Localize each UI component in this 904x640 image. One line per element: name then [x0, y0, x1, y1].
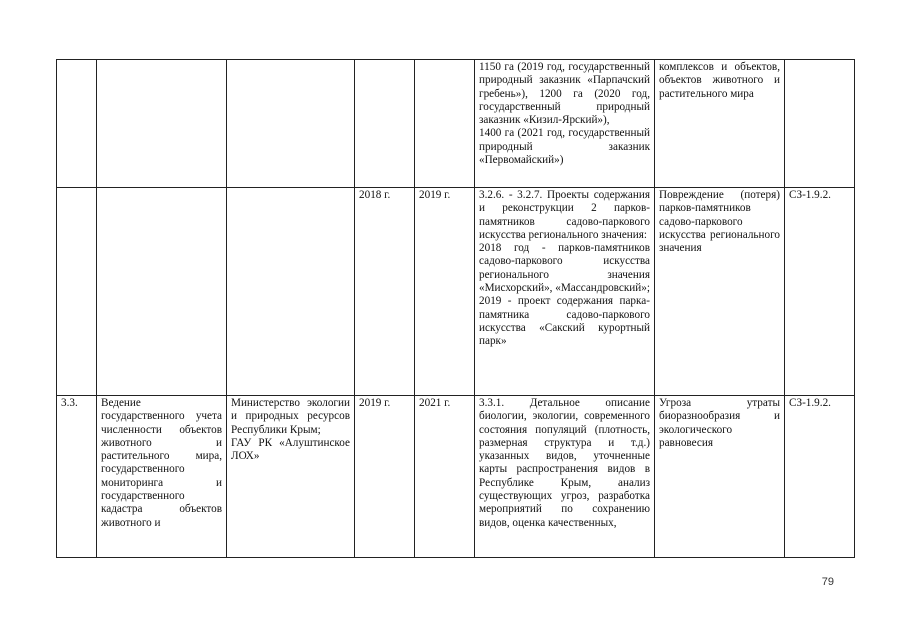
- cell-activity: [97, 188, 227, 396]
- cell-responsible: Министерство экологии и природных ресурсов Республики Крым; ГАУ РК «Алуштинское ЛОХ»: [227, 396, 355, 558]
- table-row: [57, 396, 855, 558]
- cell-result: 3.3.1. Детальное описание биологии, экологии, современного состояния популяций (плотность, размерная структура и т.д.) указанных видов, уточненные карты распространения видов в Республике Крым, анализ существующих угроз, разработка мероприятий по сохранению видов, оценка качественных,: [475, 396, 655, 558]
- cell-number: [57, 188, 97, 396]
- cell-start: [355, 60, 415, 188]
- cell-number: 3.3.: [57, 396, 97, 558]
- cell-activity: Ведение государственного учета численности объектов животного и растительного мира, государственного мониторинга и государственного кадастра объектов животного и: [97, 396, 227, 558]
- cell-result: 3.2.6. - 3.2.7. Проекты содержания и реконструкции 2 парков-памятников садово-паркового искусства регионального значения: 2018 год - парков-памятников садово-паркового искусства регионального значения «Мисхорский», «Массандровский»; 2019 - проект содержания парка-памятника садово-паркового искусства «Сакский курортный парк»: [475, 188, 655, 396]
- page-number: 79: [821, 576, 834, 588]
- cell-risk: Угроза утраты биоразнообразия и экологического равновесия: [655, 396, 785, 558]
- plan-table: [56, 59, 855, 558]
- cell-end: 2021 г.: [415, 396, 475, 558]
- cell-link: [785, 60, 855, 188]
- cell-start: 2019 г.: [355, 396, 415, 558]
- cell-responsible: [227, 188, 355, 396]
- cell-link: СЗ-1.9.2.: [785, 396, 855, 558]
- cell-link: СЗ-1.9.2.: [785, 188, 855, 396]
- cell-risk: Повреждение (потеря) парков-памятников садово-паркового искусства регионального значения: [655, 188, 785, 396]
- cell-number: [57, 60, 97, 188]
- cell-responsible: [227, 60, 355, 188]
- cell-risk: комплексов и объектов, объектов животного и растительного мира: [655, 60, 785, 188]
- cell-activity: [97, 60, 227, 188]
- cell-end: [415, 60, 475, 188]
- table-row: [57, 188, 855, 396]
- cell-result: 1150 га (2019 год, государственный природный заказник «Парпачский гребень»), 1200 га (2020 год, государственный природный заказник «Кизил-Ярский»), 1400 га (2021 год, государственный природный заказник «Первомайский»): [475, 60, 655, 188]
- cell-start: 2018 г.: [355, 188, 415, 396]
- table-row: [57, 60, 855, 188]
- cell-end: 2019 г.: [415, 188, 475, 396]
